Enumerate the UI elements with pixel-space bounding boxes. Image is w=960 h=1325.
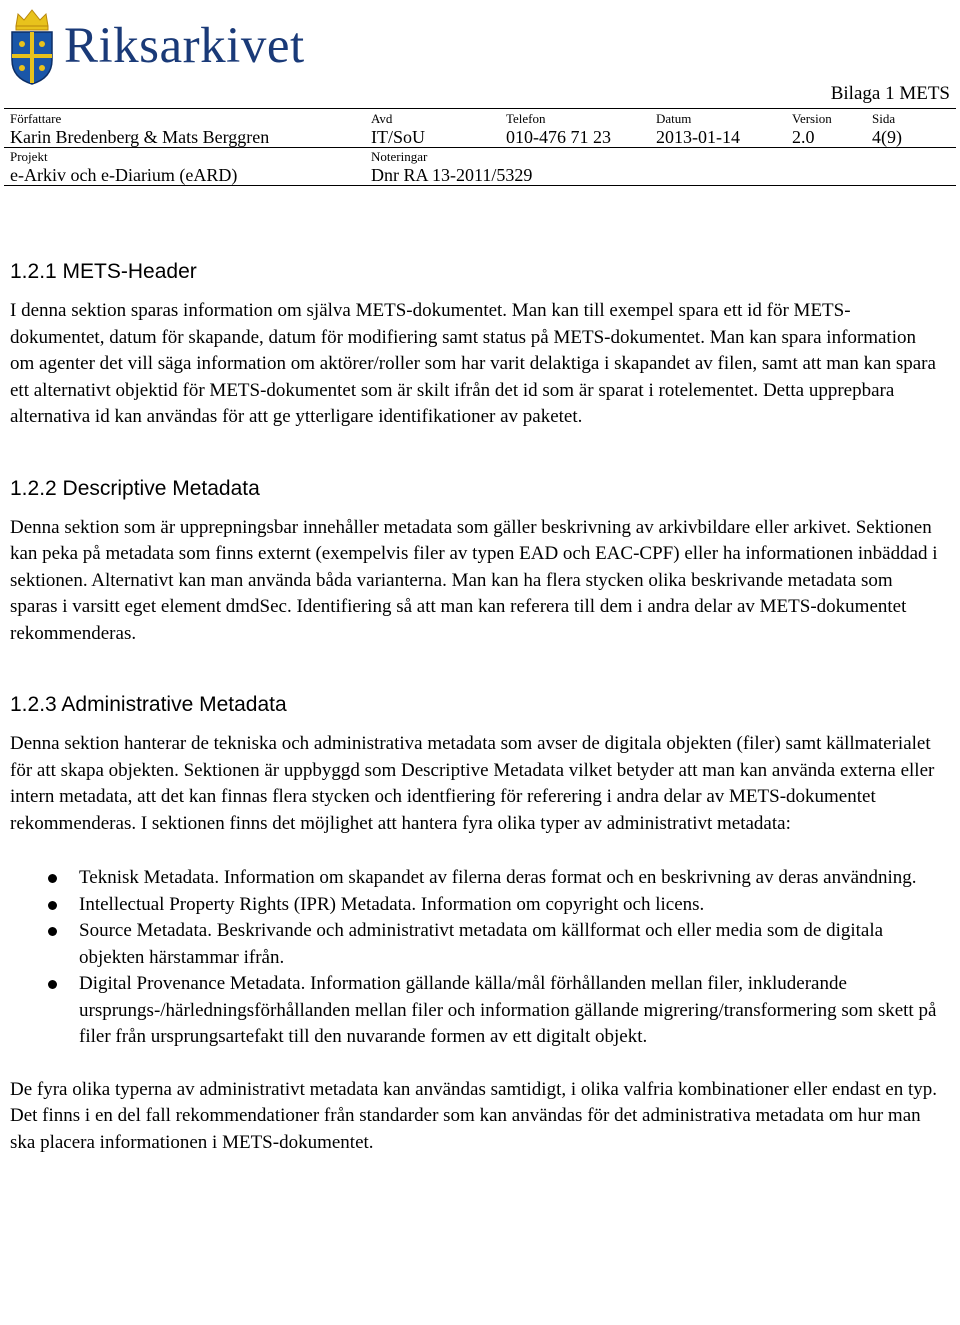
logo-wordmark: Riksarkivet [64,17,305,74]
list-item-text: Intellectual Property Rights (IPR) Metadata. Information om copyright och licens. [79,893,705,915]
project-label: Projekt [10,149,48,164]
paragraph: Denna sektion som är upprepningsbar innehåller metadata som gäller beskrivning av arkivbildare eller arkivet. Sektionen kan peka på metadata som finns externt (exempelvis filer av typen EAD och EAC-CPF) eller ha informationen inbäddad i sektionen. Alternativt kan man använda båda varianterna. Man kan ha flera stycken olika beskrivande metadata som sparas i varsitt eget element dmdSec. Identifiering så att man kan referera till dem i andra delar av METS-dokumentet rekommenderas. [10,516,938,644]
bullet-icon [48,980,57,989]
list-item [10,918,940,971]
author-value: Karin Bredenberg & Mats Berggren [10,127,270,147]
phone-label: Telefon [506,111,546,126]
notes-field [371,150,532,186]
metadata-type-list [10,865,940,1051]
list-item [10,865,940,892]
paragraph: De fyra olika typerna av administrativt metadata kan användas samtidigt, i olika valfria kombinationer eller endast en typ. Det finns i en del fall rekommendationer från standarder som kan användas för det administrativa metadata om hur man ska placera informationen i METS-dokumentet. [10,1078,938,1153]
bullet-icon [48,874,57,883]
paragraph: I denna sektion sparas information om själva METS-dokumentet. Man kan till exempel spara ett id för METS-dokumentet, datum för skapande, datum för modifiering samt status på METS-dokumentet. Man kan spara information om agenter det vill säga information om aktörer/roller som har varit delaktiga i skapandet av filen, samt att man kan spara ett alternativt objektid för METS-dokumentet som är skilt ifrån det id som är sparat i rotelementet. Detta upprepbara alternativa id kan användas för att ge ytterligare identifikationer av paketet. [10,300,936,427]
dept-label: Avd [371,111,393,126]
list-item-text: Source Metadata. Beskrivande och administrativt metadata om källformat och eller media som de digitala objekten härstammar ifrån. [79,920,884,968]
list-item-text: Teknisk Metadata. Information om skapandet av filerna deras format och en beskrivning av deras användning. [79,867,917,888]
section-heading-descriptive-metadata: 1.2.2 Descriptive Metadata [10,476,260,500]
project-value: e-Arkiv och e-Diarium (eARD) [10,165,238,185]
notes-value: Dnr RA 13-2011/5329 [371,165,533,185]
bullet-icon [48,927,57,936]
attachment-label: Bilaga 1 METS [830,83,950,104]
version-label: Version [792,111,832,126]
page-field [872,112,902,148]
author-label: Författare [10,111,62,126]
dept-field [371,112,425,148]
date-field [656,112,740,148]
phone-field [506,112,611,148]
section-heading-mets-header: 1.2.1 METS-Header [10,260,197,283]
list-item [10,971,940,1051]
section-heading-administrative-metadata: 1.2.3 Administrative Metadata [10,693,287,716]
bullet-icon [48,901,57,910]
page-value: 4(9) [872,127,902,147]
list-item [10,892,940,919]
page-label: Sida [872,111,896,126]
riksarkivet-logo [8,4,305,88]
phone-value: 010-476 71 23 [506,127,611,147]
paragraph: Denna sektion hanterar de tekniska och administrativa metadata som avser de digitala objekten (filer) samt källmaterialet för att skapa objekten. Sektionen är uppbyggd som Descriptive Metadata vilket betyder att man kan använda externa eller intern metadata, att det kan finnas flera stycken och identfiering för referering i andra delar av METS-dokumentet rekommenderas. I sektionen finns det möjlighet att hantera fyra olika typer av administrativt metadata: [10,733,935,834]
project-field [10,150,237,186]
notes-label: Noteringar [371,149,428,164]
list-item-text: Digital Provenance Metadata. Information gällande källa/mål förhållanden mellan filer, inkluderande ursprungs-/härledningsförhållanden mellan filer och information gällande migrering/transformering som skett på filer från ursprungsartefakt till den nuvarande formen av ett digitalt objekt. [79,973,937,1047]
crest-icon [8,6,56,86]
document-metadata-table [4,108,956,186]
document-body [10,258,940,1156]
dept-value: IT/SoU [371,127,425,147]
date-value: 2013-01-14 [656,127,740,147]
table-divider [4,147,956,148]
version-value: 2.0 [792,127,815,147]
version-field [792,112,832,148]
author-field [10,112,269,148]
date-label: Datum [656,111,692,126]
